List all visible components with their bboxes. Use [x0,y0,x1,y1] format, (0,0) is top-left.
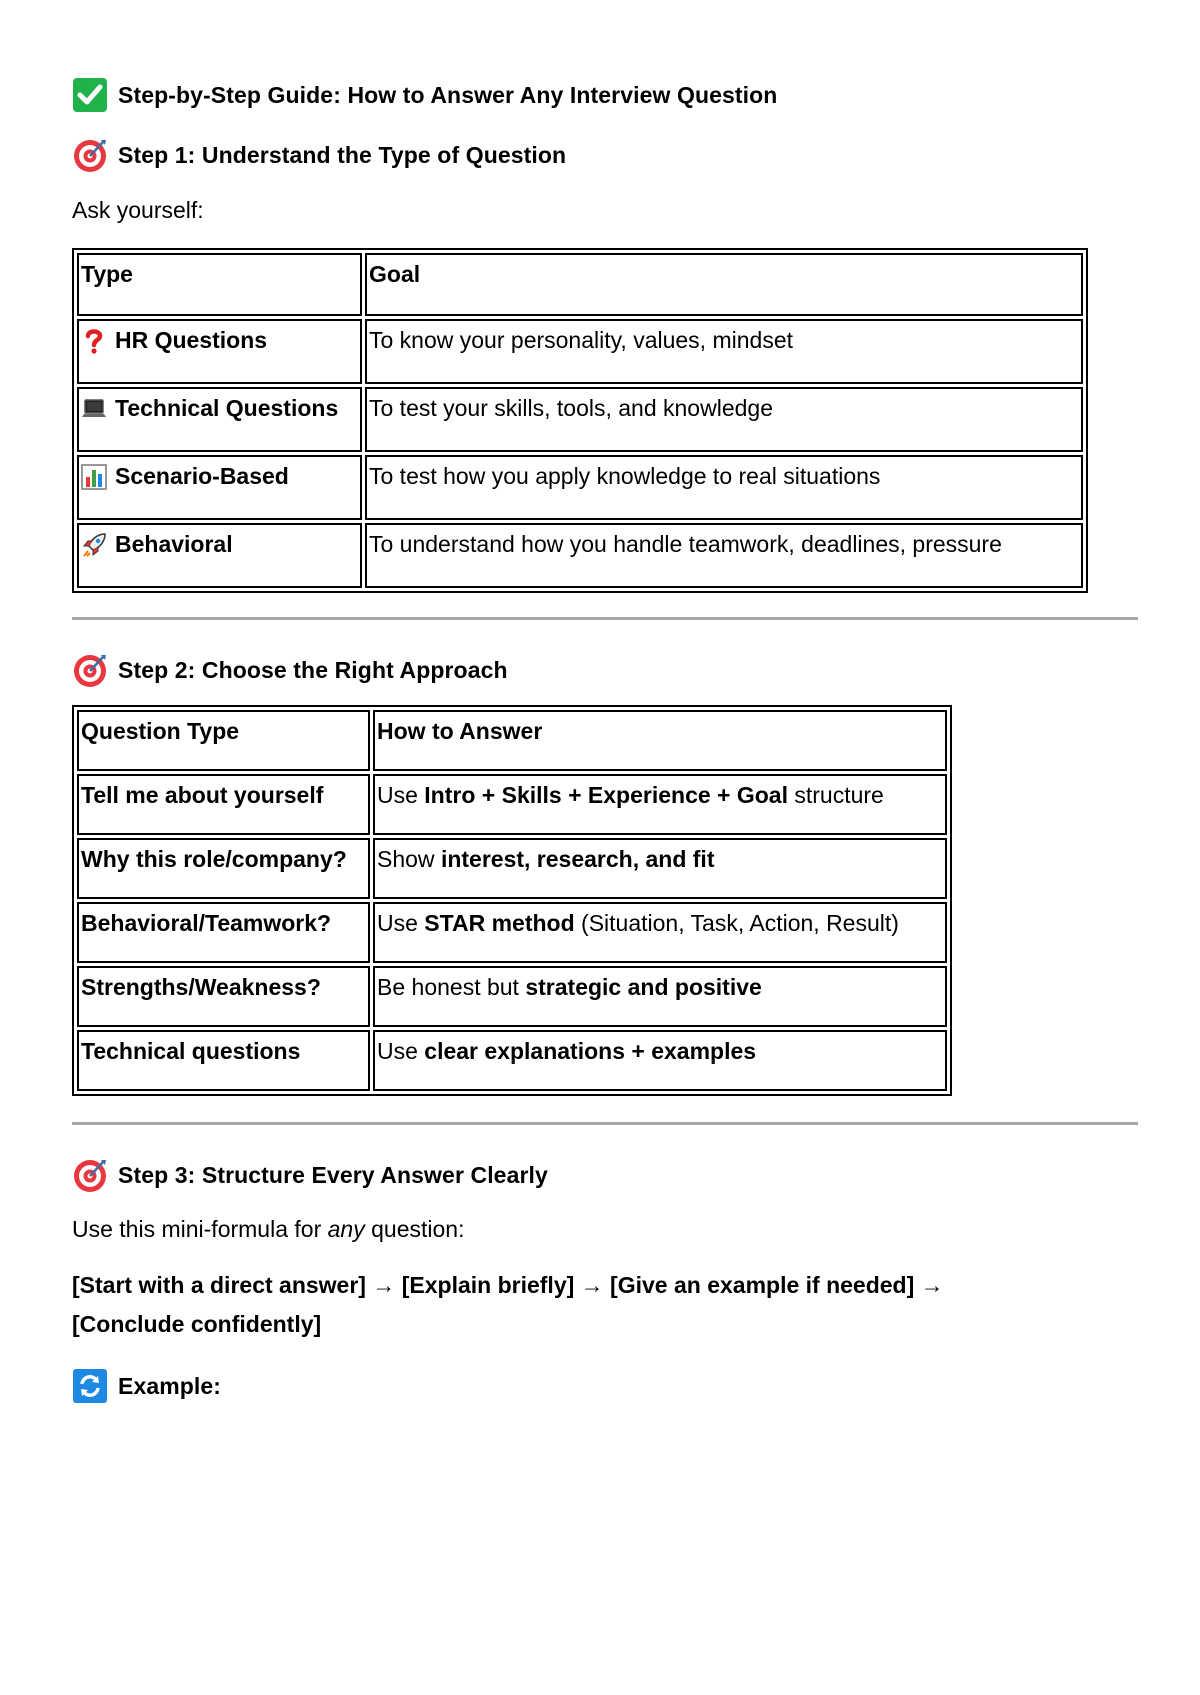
answer-text-segment: Show [377,846,441,872]
answer-text-segment: Be honest but [377,974,526,1000]
document-title: Step-by-Step Guide: How to Answer Any Interview Question [72,75,777,115]
horizontal-rule [72,617,1138,620]
table-header-row [77,710,947,771]
how-to-answer-cell [373,838,947,899]
approach-table [72,705,952,1096]
table-row [77,523,1083,588]
answer-text-segment: STAR method [424,910,575,936]
answer-text-segment: strategic and positive [525,974,762,1000]
step3-intro: Use this mini-formula for any question: [72,1216,465,1242]
answer-text-segment: (Situation, Task, Action, Result) [574,910,899,936]
column-header-how-to-answer: How to Answer [373,710,947,771]
how-to-answer-cell [373,1030,947,1091]
answer-text-segment: Use [377,910,425,936]
column-header-question-type: Question Type [77,710,370,771]
answer-text-segment: Use [377,1038,425,1064]
table-row [77,966,947,1027]
bar-chart-icon [81,464,107,490]
answer-text-segment: clear explanations + examples [424,1038,757,1064]
how-to-answer-cell [373,966,947,1027]
question-type-cell: Strengths/Weakness? [77,966,370,1027]
direct-hit-target-icon [72,652,108,688]
answer-formula: [Start with a direct answer] → [Explain briefly] → [Give an example if needed] → [Conclude confidently] [72,1272,944,1337]
direct-hit-target-icon [72,137,108,173]
answer-text-segment: Intro + Skills + Experience + Goal [424,782,788,808]
direct-hit-target-icon [72,1157,108,1193]
question-type-cell: Tell me about yourself [77,774,370,835]
type-cell: HR Questions [77,319,362,384]
question-type-cell: Behavioral/Teamwork? [77,902,370,963]
check-mark-icon [72,77,108,113]
how-to-answer-cell [373,902,947,963]
type-cell: Technical Questions [77,387,362,452]
answer-text-segment: structure [787,782,884,808]
step1-heading: Step 1: Understand the Type of Question [72,135,566,175]
type-cell: Scenario-Based [77,455,362,520]
question-type-table [72,248,1088,593]
question-type-cell: Technical questions [77,1030,370,1091]
table-row [77,455,1083,520]
table-header-row [77,253,1083,316]
step2-heading: Step 2: Choose the Right Approach [72,650,508,690]
column-header-type: Type [77,253,362,316]
question-type-cell: Why this role/company? [77,838,370,899]
table-row [77,774,947,835]
table-row [77,838,947,899]
table-row [77,387,1083,452]
laptop-icon [81,396,107,422]
example-heading: Example: [72,1366,221,1406]
horizontal-rule [72,1122,1138,1125]
how-to-answer-cell [373,774,947,835]
type-cell: Behavioral [77,523,362,588]
table-row [77,1030,947,1091]
table-row [77,902,947,963]
goal-cell: To test your skills, tools, and knowledge [365,387,1083,452]
step1-intro: Ask yourself: [72,197,204,223]
table-row [77,319,1083,384]
column-header-goal: Goal [365,253,1083,316]
goal-cell: To understand how you handle teamwork, deadlines, pressure [365,523,1083,588]
answer-text-segment: interest, research, and fit [440,846,715,872]
goal-cell: To know your personality, values, mindset [365,319,1083,384]
step3-heading: Step 3: Structure Every Answer Clearly [72,1155,548,1195]
rocket-icon [81,532,107,558]
question-mark-icon [81,328,107,354]
repeat-arrows-icon [72,1368,108,1404]
answer-text-segment: Use [377,782,425,808]
goal-cell: To test how you apply knowledge to real situations [365,455,1083,520]
